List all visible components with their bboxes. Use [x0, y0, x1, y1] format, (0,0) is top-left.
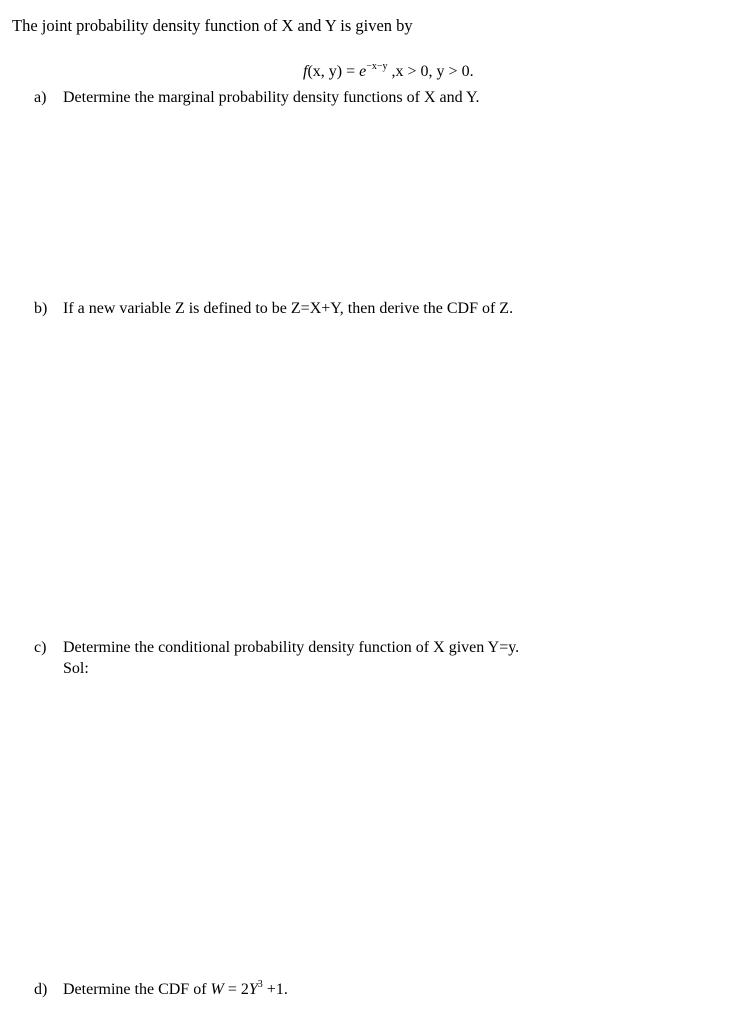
question-c-label: c): [34, 639, 47, 656]
question-a: [34, 88, 480, 108]
question-c: [34, 638, 519, 658]
question-d-formula: [211, 981, 288, 998]
solution-label: Sol:: [63, 660, 89, 677]
formula-function-name: f: [303, 63, 308, 80]
question-d-power: 3: [257, 979, 263, 990]
question-d-text: Determine the CDF of: [63, 981, 211, 998]
question-d-tail: +1.: [262, 981, 288, 998]
formula-condition: ,x > 0, y > 0.: [387, 63, 474, 80]
question-b-text: If a new variable Z is defined to be Z=X+Y, then derive the CDF of Z.: [63, 300, 514, 317]
question-d: [34, 980, 288, 1000]
formula-exponent: −x−y: [366, 61, 388, 72]
question-b: [34, 299, 513, 319]
problem-intro: The joint probability density function of X and Y is given by: [12, 16, 413, 35]
formula-args: (x, y): [307, 63, 343, 80]
question-d-label: d): [34, 981, 48, 998]
question-b-label: b): [34, 300, 48, 317]
formula-equals: =: [342, 63, 360, 80]
question-d-var-y: Y: [248, 981, 258, 998]
formula-base: e: [359, 63, 367, 80]
question-a-text: Determine the marginal probability density functions of X and Y.: [63, 89, 480, 106]
question-d-var-w: W: [210, 981, 224, 998]
question-d-eq: = 2: [223, 981, 249, 998]
question-c-text: Determine the conditional probability density function of X given Y=y.: [63, 639, 520, 656]
joint-pdf-formula: [303, 62, 474, 82]
question-a-label: a): [34, 89, 47, 106]
